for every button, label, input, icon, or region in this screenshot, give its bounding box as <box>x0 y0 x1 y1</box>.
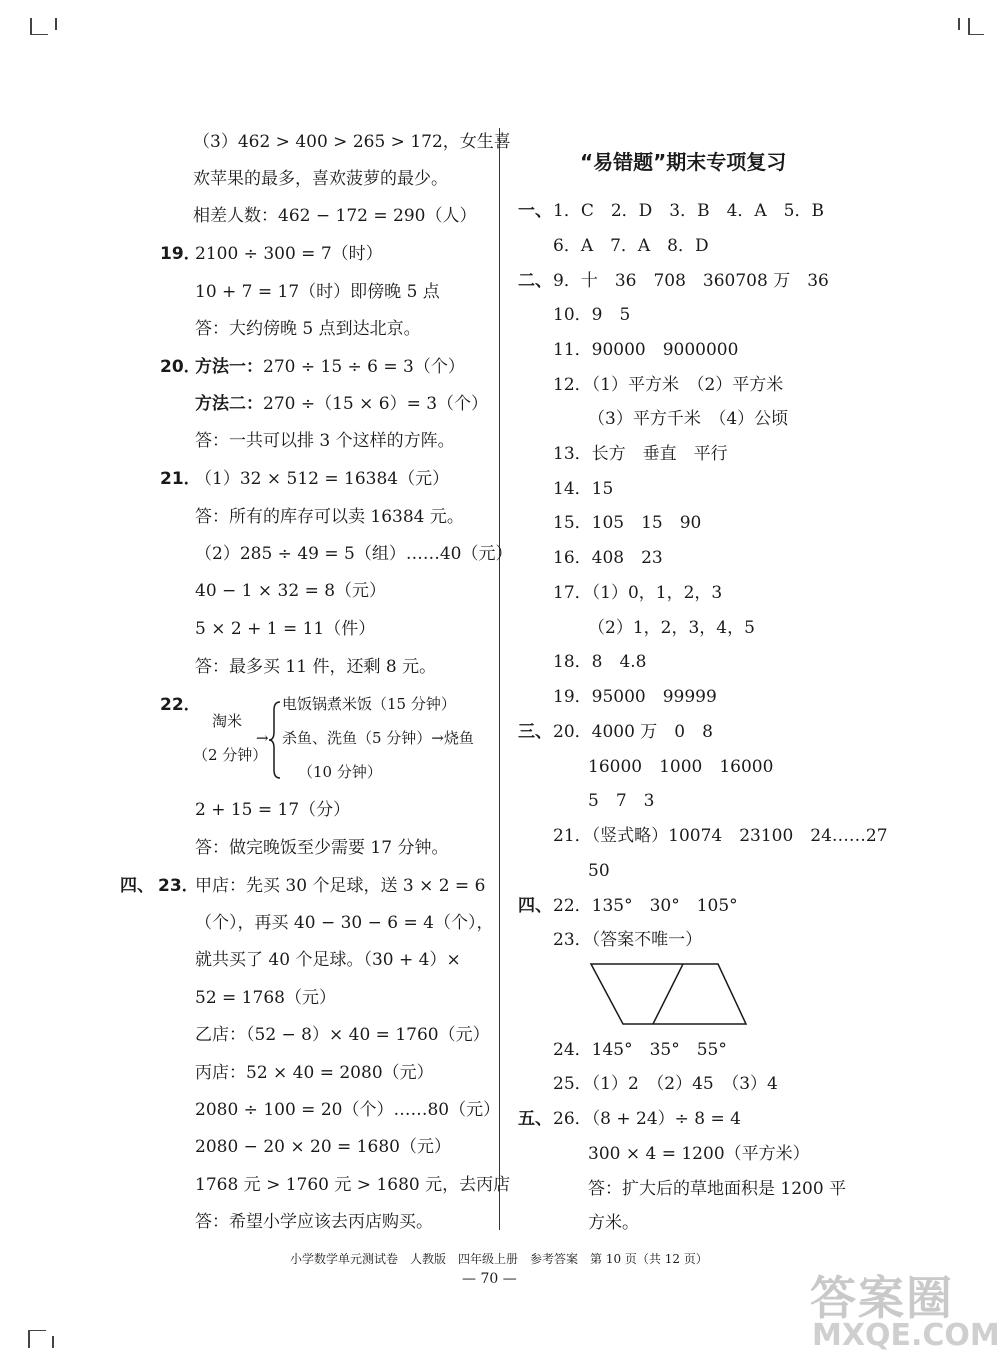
answer-10: 10．9 5 <box>553 305 631 325</box>
answer-17a: 17．（1）0，1，2，3 <box>553 583 723 603</box>
section4-label-right: 四、 <box>518 896 552 916</box>
column-divider <box>499 128 500 1230</box>
answer-26a: 26．（8 + 24）÷ 8 = 4 <box>553 1109 741 1129</box>
answer-12b: （3）平方千米 （4）公顷 <box>588 409 789 429</box>
answer-20a: 20．4000 万 0 8 <box>553 722 713 742</box>
q22-fish: 杀鱼、洗鱼（5 分钟）→烧鱼 <box>282 729 474 747</box>
answer-15: 15．105 15 90 <box>553 513 702 533</box>
q21-line2: 答：所有的库存可以卖 16384 元。 <box>195 507 464 527</box>
q23-line6: 丙店：52 × 40 = 2080（元） <box>195 1063 434 1083</box>
q22-line1: 2 + 15 = 17（分） <box>195 800 351 820</box>
crop-mark <box>28 1330 30 1348</box>
q23-answer: 答：希望小学应该去丙店购买。 <box>195 1212 433 1232</box>
q21-line5: 5 × 2 + 1 = 11（件） <box>195 619 376 639</box>
q19-line2: 10 + 7 = 17（时）即傍晚 5 点 <box>195 282 440 302</box>
q22-taomi: 淘米 <box>212 712 243 730</box>
q21-line1: （1）32 × 512 = 16384（元） <box>195 469 450 489</box>
answer-11: 11．90000 9000000 <box>553 340 739 360</box>
method1-label: 方法一： <box>195 357 263 377</box>
q22-fish-time: （10 分钟） <box>298 763 382 781</box>
q21-number: 21． <box>160 469 201 489</box>
brace-icon <box>268 700 282 780</box>
answer-21b: 50 <box>588 861 610 881</box>
q20-method2 <box>195 393 488 415</box>
answer-1-5: 1．C 2．D 3．B 4．A 5．B <box>553 201 824 221</box>
q20-number: 20． <box>160 357 201 377</box>
q23-line3: 就共买了 40 个足球。（30 + 4）× <box>195 950 461 970</box>
crop-mark <box>958 18 960 30</box>
q23-line8: 2080 − 20 × 20 = 1680（元） <box>195 1137 451 1157</box>
q21-answer: 答：最多买 11 件，还剩 8 元。 <box>195 657 437 677</box>
watermark-url: MXQE.COM <box>812 1318 1000 1353</box>
crop-mark <box>55 18 57 30</box>
answer-14: 14．15 <box>553 479 614 499</box>
answer-25: 25．（1）2 （2）45 （3）4 <box>553 1074 778 1094</box>
q21-line3: （2）285 ÷ 49 = 5（组）……40（元） <box>195 544 513 564</box>
answer-6-8: 6．A 7．A 8．D <box>553 236 709 256</box>
q22-arrow: → <box>256 729 269 747</box>
answer-26d: 方米。 <box>588 1213 639 1233</box>
crop-mark <box>968 34 984 35</box>
crop-mark <box>28 1330 46 1331</box>
answer-23: 23．（答案不唯一） <box>553 930 703 950</box>
answer-9: 9．十 36 708 360708 万 36 <box>553 271 829 291</box>
section1-label: 一、 <box>518 201 552 221</box>
q22-rice: 电饭锅煮米饭（15 分钟） <box>282 695 456 713</box>
crop-mark <box>30 18 32 34</box>
answer-13: 13．长方 垂直 平行 <box>553 444 728 464</box>
answer-26c: 答：扩大后的草地面积是 1200 平 <box>588 1179 847 1199</box>
answer-24: 24．145° 35° 55° <box>553 1040 727 1060</box>
footer-info: 小学数学单元测试卷 人教版 四年级上册 参考答案 第 10 页（共 12 页） <box>290 1252 708 1266</box>
q22-answer: 答：做完晚饭至少需要 17 分钟。 <box>195 838 449 858</box>
q19-line1: 2100 ÷ 300 = 7（时） <box>195 244 383 264</box>
crop-mark <box>968 18 970 34</box>
q19-number: 19． <box>160 244 201 264</box>
answer-26b: 300 × 4 = 1200（平方米） <box>588 1144 810 1164</box>
watermark-logo <box>808 1262 1000 1358</box>
crop-mark <box>52 1336 54 1348</box>
answer-20b: 16000 1000 16000 <box>588 757 774 777</box>
q20-method1 <box>195 356 465 378</box>
q23-line7: 2080 ÷ 100 = 20（个）……80（元） <box>195 1100 501 1120</box>
q18-part3-line1: （3）462 > 400 > 265 > 172，女生喜 <box>193 132 511 152</box>
page-number: — 70 — <box>462 1271 517 1287</box>
answer-19: 19．95000 99999 <box>553 687 717 707</box>
q18-part3-line3: 相差人数：462 − 172 = 290（人） <box>193 206 477 226</box>
answer-16: 16．408 23 <box>553 548 663 568</box>
q23-line1: 甲店：先买 30 个足球，送 3 × 2 = 6 <box>195 876 486 896</box>
answer-20c: 5 7 3 <box>588 791 655 811</box>
method2-label: 方法二： <box>195 394 263 414</box>
answer-22: 22．135° 30° 105° <box>553 896 738 916</box>
q20-answer: 答：一共可以排 3 个这样的方阵。 <box>195 431 455 451</box>
answer-12a: 12．（1）平方米 （2）平方米 <box>553 375 784 395</box>
q23-line4: 52 = 1768（元） <box>195 988 336 1008</box>
q22-number: 22． <box>160 695 201 715</box>
q23-line5: 乙店：（52 − 8）× 40 = 1760（元） <box>195 1025 490 1045</box>
q23-line2: （个），再买 40 − 30 − 6 = 4（个）， <box>195 913 494 933</box>
section2-label: 二、 <box>518 271 552 291</box>
watermark-text: 答案圈 <box>810 1271 954 1325</box>
section4-label: 四、 <box>120 876 154 896</box>
q18-part3-line2: 欢苹果的最多，喜欢菠萝的最少。 <box>193 169 448 189</box>
answer-21a: 21．（竖式略）10074 23100 24……27 <box>553 826 888 846</box>
crop-mark <box>30 34 48 35</box>
section-title: “易错题”期末专项复习 <box>580 150 787 174</box>
method1-expr: 270 ÷ 15 ÷ 6 = 3（个） <box>263 357 465 377</box>
q22-taomi-time: （2 分钟） <box>193 746 268 764</box>
section5-label: 五、 <box>518 1109 552 1129</box>
q21-line4: 40 − 1 × 32 = 8（元） <box>195 581 387 601</box>
answer-18: 18．8 4.8 <box>553 652 647 672</box>
q23-number: 23． <box>158 876 199 896</box>
method2-expr: 270 ÷（15 × 6）= 3（个） <box>263 394 489 414</box>
parallelogram-diagram <box>585 958 755 1030</box>
q23-line9: 1768 元 > 1760 元 > 1680 元，去丙店 <box>195 1175 511 1195</box>
q19-answer: 答：大约傍晚 5 点到达北京。 <box>195 319 421 339</box>
answer-17b: （2）1，2，3，4，5 <box>588 618 755 638</box>
section3-label: 三、 <box>518 722 552 742</box>
